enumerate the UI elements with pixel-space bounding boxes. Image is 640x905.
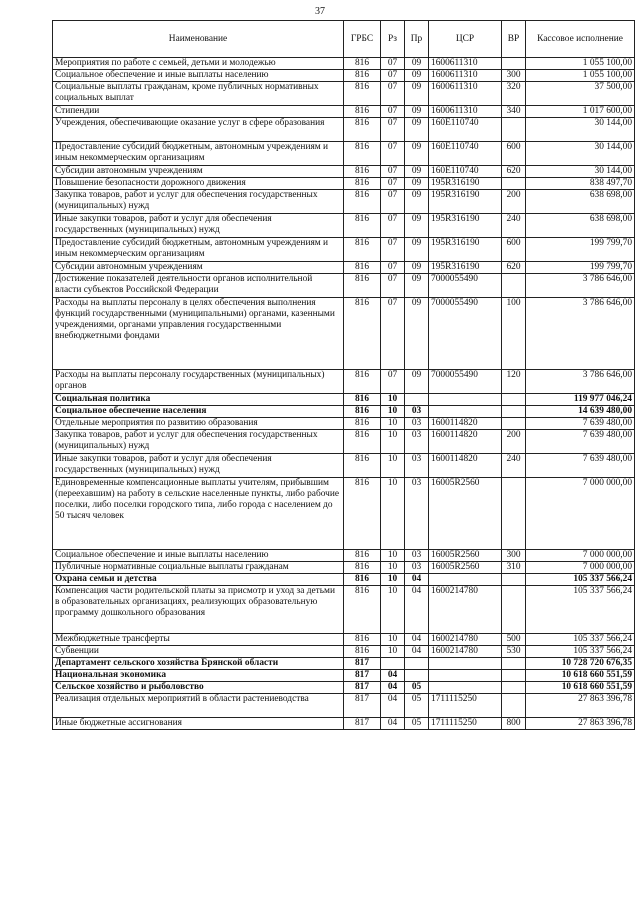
cell-pr: 09: [405, 370, 429, 394]
cell-amount: 7 000 000,00: [526, 550, 635, 562]
table-row: [53, 118, 635, 142]
cell-vr: 240: [502, 214, 526, 238]
cell-csr: 16005R2560: [429, 562, 502, 574]
cell-grbs: 816: [344, 646, 381, 658]
cell-grbs: 817: [344, 658, 381, 670]
cell-grbs: 816: [344, 142, 381, 166]
cell-csr: [429, 406, 502, 418]
cell-pr: 04: [405, 586, 429, 634]
cell-pr: 09: [405, 106, 429, 118]
cell-amount: 638 698,00: [526, 214, 635, 238]
cell-amount: 27 863 396,78: [526, 694, 635, 718]
table-row: [53, 682, 635, 694]
cell-amount: 199 799,70: [526, 262, 635, 274]
cell-csr: 7000055490: [429, 274, 502, 298]
cell-vr: 530: [502, 646, 526, 658]
cell-name: Социальное обеспечение и иные выплаты населению: [53, 70, 344, 82]
cell-csr: 160E110740: [429, 166, 502, 178]
cell-csr: [429, 658, 502, 670]
cell-amount: 1 017 600,00: [526, 106, 635, 118]
cell-pr: 03: [405, 562, 429, 574]
cell-rz: 07: [381, 298, 405, 370]
cell-name: Предоставление субсидий бюджетным, автономным учреждениям и иным некоммерческим организациям: [53, 142, 344, 166]
cell-csr: [429, 574, 502, 586]
cell-vr: 340: [502, 106, 526, 118]
cell-grbs: 816: [344, 58, 381, 70]
cell-pr: 09: [405, 118, 429, 142]
cell-grbs: 817: [344, 694, 381, 718]
table-row: [53, 478, 635, 550]
cell-vr: [502, 574, 526, 586]
cell-amount: 3 786 646,00: [526, 370, 635, 394]
cell-pr: 09: [405, 70, 429, 82]
cell-name: Социальное обеспечение и иные выплаты населению: [53, 550, 344, 562]
header-vr: ВР: [502, 21, 526, 58]
cell-pr: 09: [405, 82, 429, 106]
cell-rz: 10: [381, 550, 405, 562]
cell-csr: 195R316190: [429, 190, 502, 214]
cell-pr: 09: [405, 274, 429, 298]
cell-csr: 1600214780: [429, 586, 502, 634]
cell-pr: 09: [405, 190, 429, 214]
cell-name: Иные закупки товаров, работ и услуг для обеспечения государственных (муниципальных) нужд: [53, 454, 344, 478]
cell-name: Расходы на выплаты персоналу в целях обеспечения выполнения функций государственными (муниципальными) органами, казенными учреждениями, органами управления государственными внебюджетными фондами: [53, 298, 344, 370]
cell-pr: 05: [405, 718, 429, 730]
cell-grbs: 816: [344, 238, 381, 262]
cell-csr: 1711115250: [429, 694, 502, 718]
cell-name: Социальные выплаты гражданам, кроме публичных нормативных социальных выплат: [53, 82, 344, 106]
cell-pr: [405, 670, 429, 682]
cell-amount: 119 977 046,24: [526, 394, 635, 406]
cell-rz: 07: [381, 262, 405, 274]
cell-rz: 07: [381, 82, 405, 106]
cell-pr: 04: [405, 646, 429, 658]
cell-rz: [381, 658, 405, 670]
cell-amount: 10 618 660 551,59: [526, 670, 635, 682]
cell-vr: [502, 274, 526, 298]
cell-grbs: 816: [344, 178, 381, 190]
cell-vr: [502, 178, 526, 190]
cell-vr: 310: [502, 562, 526, 574]
cell-rz: 04: [381, 718, 405, 730]
cell-name: Межбюджетные трансферты: [53, 634, 344, 646]
cell-rz: 10: [381, 478, 405, 550]
cell-csr: 7000055490: [429, 370, 502, 394]
cell-rz: 07: [381, 106, 405, 118]
cell-vr: 600: [502, 142, 526, 166]
table-row: [53, 586, 635, 634]
cell-amount: 27 863 396,78: [526, 718, 635, 730]
cell-grbs: 816: [344, 118, 381, 142]
cell-name: Закупка товаров, работ и услуг для обеспечения государственных (муниципальных) нужд: [53, 430, 344, 454]
cell-csr: 1600114820: [429, 418, 502, 430]
cell-amount: 3 786 646,00: [526, 274, 635, 298]
cell-csr: 195R316190: [429, 214, 502, 238]
table-row: [53, 550, 635, 562]
cell-pr: 09: [405, 238, 429, 262]
cell-csr: [429, 682, 502, 694]
cell-grbs: 816: [344, 262, 381, 274]
cell-rz: 07: [381, 70, 405, 82]
table-row: [53, 70, 635, 82]
header-csr: ЦСР: [429, 21, 502, 58]
table-row: [53, 238, 635, 262]
table-row: [53, 670, 635, 682]
cell-grbs: 816: [344, 418, 381, 430]
cell-name: Учреждения, обеспечивающие оказание услуг в сфере образования: [53, 118, 344, 142]
cell-pr: 03: [405, 454, 429, 478]
cell-vr: [502, 394, 526, 406]
table-row: [53, 214, 635, 238]
cell-pr: 04: [405, 574, 429, 586]
cell-grbs: 816: [344, 454, 381, 478]
cell-vr: 300: [502, 70, 526, 82]
table-row: [53, 562, 635, 574]
cell-rz: 10: [381, 418, 405, 430]
cell-vr: 240: [502, 454, 526, 478]
cell-vr: [502, 58, 526, 70]
cell-csr: [429, 670, 502, 682]
cell-amount: 30 144,00: [526, 166, 635, 178]
cell-name: Иные бюджетные ассигнования: [53, 718, 344, 730]
cell-grbs: 816: [344, 166, 381, 178]
cell-grbs: 816: [344, 82, 381, 106]
cell-pr: [405, 658, 429, 670]
cell-grbs: 816: [344, 274, 381, 298]
cell-vr: [502, 658, 526, 670]
cell-grbs: 816: [344, 106, 381, 118]
table-row: [53, 646, 635, 658]
cell-vr: 800: [502, 718, 526, 730]
table-row: [53, 430, 635, 454]
table-row: [53, 718, 635, 730]
cell-grbs: 816: [344, 70, 381, 82]
cell-rz: 10: [381, 574, 405, 586]
cell-vr: 100: [502, 298, 526, 370]
cell-vr: 200: [502, 430, 526, 454]
cell-rz: 10: [381, 430, 405, 454]
cell-amount: 14 639 480,00: [526, 406, 635, 418]
cell-grbs: 816: [344, 562, 381, 574]
cell-grbs: 816: [344, 394, 381, 406]
cell-amount: 10 728 720 676,35: [526, 658, 635, 670]
cell-pr: 05: [405, 682, 429, 694]
cell-grbs: 816: [344, 370, 381, 394]
cell-vr: 500: [502, 634, 526, 646]
cell-rz: 07: [381, 370, 405, 394]
cell-grbs: 817: [344, 682, 381, 694]
cell-name: Субвенции: [53, 646, 344, 658]
cell-grbs: 816: [344, 406, 381, 418]
cell-rz: 07: [381, 178, 405, 190]
cell-pr: [405, 394, 429, 406]
cell-rz: 07: [381, 190, 405, 214]
cell-amount: 105 337 566,24: [526, 586, 635, 634]
cell-amount: 7 000 000,00: [526, 562, 635, 574]
cell-csr: 195R316190: [429, 238, 502, 262]
table-body: [53, 58, 635, 730]
cell-amount: 105 337 566,24: [526, 646, 635, 658]
cell-name: Расходы на выплаты персоналу государственных (муниципальных) органов: [53, 370, 344, 394]
cell-amount: 1 055 100,00: [526, 70, 635, 82]
cell-vr: [502, 418, 526, 430]
cell-amount: 7 639 480,00: [526, 454, 635, 478]
cell-pr: 03: [405, 550, 429, 562]
cell-csr: 195R316190: [429, 262, 502, 274]
cell-vr: 620: [502, 262, 526, 274]
cell-rz: 07: [381, 214, 405, 238]
table-row: [53, 634, 635, 646]
cell-rz: 04: [381, 682, 405, 694]
cell-csr: 160E110740: [429, 142, 502, 166]
cell-csr: 1711115250: [429, 718, 502, 730]
cell-name: Реализация отдельных мероприятий в области растениеводства: [53, 694, 344, 718]
cell-vr: 300: [502, 550, 526, 562]
cell-name: Публичные нормативные социальные выплаты гражданам: [53, 562, 344, 574]
cell-csr: 1600114820: [429, 454, 502, 478]
cell-rz: 07: [381, 274, 405, 298]
cell-amount: 10 618 660 551,59: [526, 682, 635, 694]
header-rz: Рз: [381, 21, 405, 58]
cell-csr: [429, 394, 502, 406]
cell-rz: 07: [381, 166, 405, 178]
table-row: [53, 574, 635, 586]
cell-grbs: 816: [344, 190, 381, 214]
cell-vr: [502, 118, 526, 142]
header-amount: Кассовое исполнение: [526, 21, 635, 58]
cell-csr: 1600611310: [429, 58, 502, 70]
cell-rz: 10: [381, 454, 405, 478]
table-row: [53, 190, 635, 214]
cell-name: Иные закупки товаров, работ и услуг для обеспечения государственных (муниципальных) нужд: [53, 214, 344, 238]
cell-vr: 600: [502, 238, 526, 262]
cell-name: Закупка товаров, работ и услуг для обеспечения государственных (муниципальных) нужд: [53, 190, 344, 214]
cell-name: Национальная экономика: [53, 670, 344, 682]
cell-pr: 09: [405, 298, 429, 370]
cell-name: Субсидии автономным учреждениям: [53, 262, 344, 274]
cell-rz: 10: [381, 562, 405, 574]
cell-csr: 16005R2560: [429, 478, 502, 550]
cell-name: Единовременные компенсационные выплаты учителям, прибывшим (переехавшим) на работу в сельские населенные пункты, либо рабочие поселки, либо поселки городского типа, либо города с населением до 50 тысяч человек: [53, 478, 344, 550]
cell-csr: 1600611310: [429, 106, 502, 118]
cell-grbs: 817: [344, 718, 381, 730]
cell-amount: 37 500,00: [526, 82, 635, 106]
cell-csr: 195R316190: [429, 178, 502, 190]
cell-amount: 1 055 100,00: [526, 58, 635, 70]
page-number: 37: [315, 6, 325, 17]
cell-csr: 1600214780: [429, 634, 502, 646]
cell-amount: 105 337 566,24: [526, 634, 635, 646]
header-pr: Пр: [405, 21, 429, 58]
cell-grbs: 816: [344, 214, 381, 238]
cell-amount: 105 337 566,24: [526, 574, 635, 586]
cell-amount: 30 144,00: [526, 142, 635, 166]
cell-amount: 838 497,70: [526, 178, 635, 190]
cell-grbs: 816: [344, 586, 381, 634]
table-row: [53, 58, 635, 70]
cell-vr: 120: [502, 370, 526, 394]
cell-rz: 10: [381, 394, 405, 406]
cell-name: Субсидии автономным учреждениям: [53, 166, 344, 178]
table-row: [53, 370, 635, 394]
cell-amount: 30 144,00: [526, 118, 635, 142]
cell-rz: 10: [381, 634, 405, 646]
cell-name: Мероприятия по работе с семьей, детьми и молодежью: [53, 58, 344, 70]
table-row: [53, 274, 635, 298]
table-header-row: [53, 21, 635, 58]
header-grbs: ГРБС: [344, 21, 381, 58]
cell-rz: 07: [381, 142, 405, 166]
cell-name: Стипендии: [53, 106, 344, 118]
cell-vr: 200: [502, 190, 526, 214]
cell-csr: 1600611310: [429, 82, 502, 106]
cell-vr: [502, 694, 526, 718]
cell-grbs: 816: [344, 430, 381, 454]
cell-amount: 638 698,00: [526, 190, 635, 214]
cell-pr: 03: [405, 430, 429, 454]
cell-pr: 09: [405, 142, 429, 166]
cell-pr: 09: [405, 166, 429, 178]
cell-amount: 7 000 000,00: [526, 478, 635, 550]
cell-name: Повышение безопасности дорожного движения: [53, 178, 344, 190]
cell-rz: 07: [381, 118, 405, 142]
cell-name: Достижение показателей деятельности органов исполнительной власти субъектов Российской Федерации: [53, 274, 344, 298]
cell-pr: 09: [405, 178, 429, 190]
table-row: [53, 406, 635, 418]
cell-amount: 7 639 480,00: [526, 430, 635, 454]
table-row: [53, 178, 635, 190]
cell-amount: 7 639 480,00: [526, 418, 635, 430]
cell-rz: 10: [381, 406, 405, 418]
cell-name: Сельское хозяйство и рыболовство: [53, 682, 344, 694]
cell-grbs: 816: [344, 298, 381, 370]
table-row: [53, 298, 635, 370]
cell-name: Охрана семьи и детства: [53, 574, 344, 586]
cell-csr: 160E110740: [429, 118, 502, 142]
cell-csr: 1600214780: [429, 646, 502, 658]
cell-rz: 04: [381, 694, 405, 718]
cell-name: Отдельные мероприятия по развитию образования: [53, 418, 344, 430]
cell-grbs: 817: [344, 670, 381, 682]
cell-vr: 620: [502, 166, 526, 178]
cell-vr: [502, 670, 526, 682]
cell-pr: 09: [405, 58, 429, 70]
cell-amount: 199 799,70: [526, 238, 635, 262]
cell-grbs: 816: [344, 574, 381, 586]
cell-vr: [502, 478, 526, 550]
table-row: [53, 418, 635, 430]
cell-pr: 09: [405, 262, 429, 274]
cell-amount: 3 786 646,00: [526, 298, 635, 370]
table-row: [53, 394, 635, 406]
cell-grbs: 816: [344, 634, 381, 646]
table-row: [53, 142, 635, 166]
cell-csr: 1600611310: [429, 70, 502, 82]
cell-csr: 16005R2560: [429, 550, 502, 562]
cell-csr: 7000055490: [429, 298, 502, 370]
cell-name: Департамент сельского хозяйства Брянской области: [53, 658, 344, 670]
header-name: Наименование: [53, 21, 344, 58]
cell-rz: 04: [381, 670, 405, 682]
cell-vr: 320: [502, 82, 526, 106]
table-row: [53, 82, 635, 106]
table-row: [53, 262, 635, 274]
cell-name: Предоставление субсидий бюджетным, автономным учреждениям и иным некоммерческим организациям: [53, 238, 344, 262]
table-row: [53, 658, 635, 670]
cell-rz: 10: [381, 586, 405, 634]
table-row: [53, 694, 635, 718]
table-row: [53, 106, 635, 118]
table-row: [53, 166, 635, 178]
table-row: [53, 454, 635, 478]
cell-pr: 03: [405, 478, 429, 550]
cell-pr: 03: [405, 418, 429, 430]
cell-rz: 10: [381, 646, 405, 658]
cell-name: Компенсация части родительской платы за присмотр и уход за детьми в образовательных организациях, реализующих образовательную программу дошкольного образования: [53, 586, 344, 634]
cell-grbs: 816: [344, 478, 381, 550]
cell-vr: [502, 406, 526, 418]
cell-pr: 03: [405, 406, 429, 418]
budget-table: [52, 20, 635, 730]
cell-pr: 05: [405, 694, 429, 718]
cell-rz: 07: [381, 58, 405, 70]
cell-name: Социальная политика: [53, 394, 344, 406]
cell-name: Социальное обеспечение населения: [53, 406, 344, 418]
cell-vr: [502, 682, 526, 694]
cell-csr: 1600114820: [429, 430, 502, 454]
cell-rz: 07: [381, 238, 405, 262]
cell-grbs: 816: [344, 550, 381, 562]
cell-pr: 09: [405, 214, 429, 238]
cell-pr: 04: [405, 634, 429, 646]
cell-vr: [502, 586, 526, 634]
